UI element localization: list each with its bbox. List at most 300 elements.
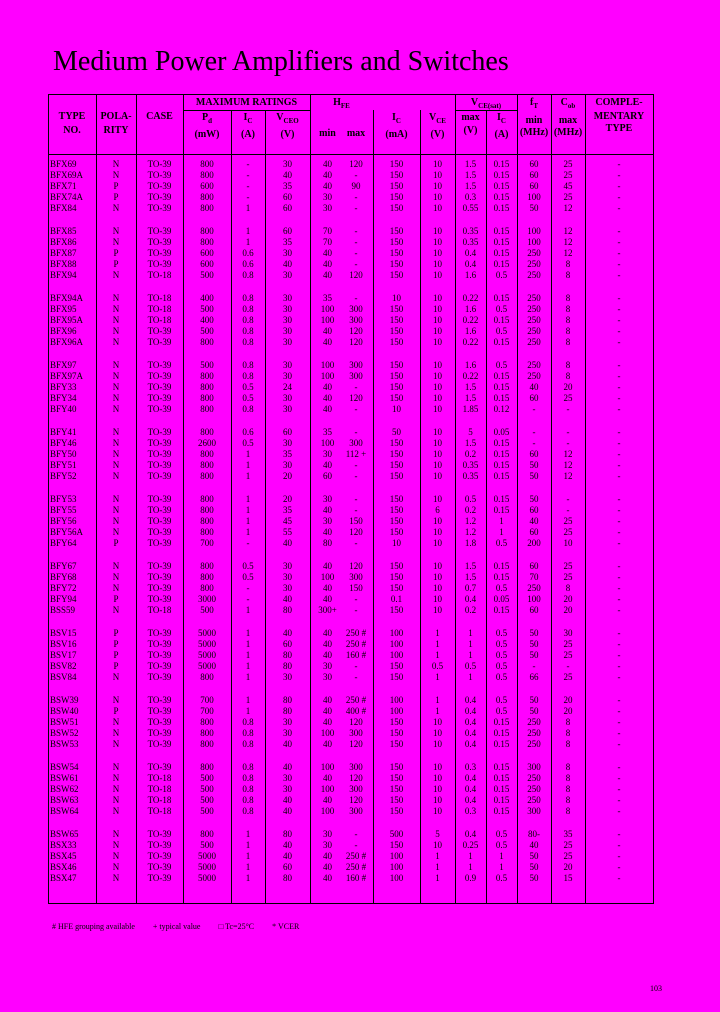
table-cell: 70	[529, 572, 539, 582]
table-cell: N	[112, 572, 120, 582]
type-number-cell: BFX97	[50, 360, 77, 370]
footnotes	[52, 922, 315, 931]
table-cell: TO-18	[147, 315, 172, 325]
table-cell: -	[617, 851, 621, 861]
table-cell: -	[617, 181, 621, 191]
table-cell: 150	[389, 773, 404, 783]
table-cell: 250	[527, 773, 541, 783]
type-number-cell: BSV84	[50, 672, 77, 682]
table-cell: TO-39	[147, 404, 172, 414]
table-cell: 50	[529, 873, 539, 883]
table-cell: 25	[563, 672, 573, 682]
table-cell: 40	[323, 773, 332, 783]
table-cell: TO-39	[147, 661, 172, 671]
table-cell: 10	[433, 404, 442, 414]
type-number-cell: BFY56A	[50, 527, 84, 537]
table-cell: 12	[563, 449, 573, 459]
table-cell: -	[246, 159, 250, 169]
table-row	[48, 237, 654, 248]
table-cell: 0.8	[242, 795, 254, 805]
table-cell: 0.15	[493, 259, 510, 269]
table-cell: 0.15	[493, 315, 510, 325]
table-cell: 1	[245, 695, 251, 705]
table-cell: 40	[323, 259, 332, 269]
header-vcesat-max: max (V)	[461, 112, 480, 136]
table-cell: 100	[389, 862, 404, 872]
table-cell: 800	[200, 237, 214, 247]
table-cell: -	[617, 806, 621, 816]
table-row	[48, 605, 654, 616]
table-cell: 40	[323, 505, 332, 515]
header-pd: $P_d$ (mW)	[194, 112, 220, 140]
table-cell: 80	[283, 650, 292, 660]
table-cell: -	[617, 661, 621, 671]
table-row	[48, 404, 654, 415]
table-cell: 150	[389, 326, 404, 336]
table-cell: 1	[468, 851, 473, 861]
table-cell: P	[113, 192, 119, 202]
table-cell: 5000	[198, 862, 216, 872]
table-cell: 0.5	[495, 304, 508, 314]
table-row	[48, 293, 654, 304]
table-cell: N	[112, 795, 120, 805]
table-row	[48, 393, 654, 404]
table-cell: 700	[200, 695, 214, 705]
table-cell: 0.15	[493, 371, 510, 381]
table-cell: 0.5	[431, 661, 444, 671]
table-cell: N	[112, 371, 120, 381]
table-cell: 30	[323, 494, 332, 504]
table-cell: 10	[433, 382, 442, 392]
table-row	[48, 170, 654, 181]
table-cell: N	[112, 717, 120, 727]
table-cell: -	[354, 538, 358, 548]
table-cell: 25	[563, 170, 573, 180]
table-cell: 800	[200, 471, 214, 481]
table-cell: N	[112, 862, 120, 872]
table-cell: 40	[323, 639, 332, 649]
table-cell: 25	[563, 650, 573, 660]
table-cell: 1	[245, 494, 251, 504]
table-cell: 1.6	[464, 304, 477, 314]
table-cell: 800	[200, 203, 214, 213]
table-cell: N	[112, 237, 120, 247]
table-row	[48, 784, 654, 795]
table-cell: 5000	[198, 650, 216, 660]
table-cell: 50	[529, 628, 539, 638]
table-cell: -	[354, 829, 358, 839]
table-cell: 0.15	[493, 181, 510, 191]
table-cell: 10	[433, 527, 442, 537]
table-cell: TO-39	[147, 460, 172, 470]
table-cell: 0.22	[462, 371, 479, 381]
header-vcesat-ic: $I_C$ (A)	[494, 112, 509, 140]
table-cell: 0.15	[493, 717, 510, 727]
table-cell: 0.3	[464, 192, 477, 202]
table-cell: 50	[529, 851, 539, 861]
table-cell: P	[113, 248, 119, 258]
table-cell: P	[113, 594, 119, 604]
table-cell: -	[566, 505, 570, 515]
ratings-rule	[183, 110, 310, 111]
table-row	[48, 471, 654, 482]
table-cell: -	[617, 393, 621, 403]
table-cell: 1	[245, 605, 251, 615]
table-cell: TO-39	[147, 583, 172, 593]
table-cell: 1.6	[464, 270, 477, 280]
table-cell: -	[354, 672, 358, 682]
table-cell: 10	[433, 806, 442, 816]
table-cell: 40	[283, 795, 292, 805]
table-cell: -	[566, 427, 570, 437]
table-cell: -	[617, 449, 621, 459]
type-number-cell: BSW40	[50, 706, 79, 716]
table-cell: 20	[563, 862, 573, 872]
table-cell: 25	[563, 159, 573, 169]
type-number-cell: BSW65	[50, 829, 79, 839]
table-cell: 250	[527, 360, 541, 370]
table-cell: -	[354, 237, 358, 247]
table-cell: 150	[389, 840, 404, 850]
table-cell: 0.5	[495, 840, 508, 850]
footnote: + typical value	[152, 922, 201, 931]
table-cell: 8	[565, 326, 571, 336]
table-cell: -	[354, 494, 358, 504]
table-cell: 0.5	[495, 639, 508, 649]
table-cell: 40	[323, 739, 332, 749]
table-cell: 10	[433, 717, 442, 727]
table-cell: 30	[283, 572, 292, 582]
table-cell: -	[617, 438, 621, 448]
table-cell: 150	[389, 192, 404, 202]
table-cell: 80	[283, 829, 292, 839]
table-row	[48, 728, 654, 739]
table-cell: 10	[433, 315, 442, 325]
table-cell: 0.4	[464, 728, 477, 738]
table-cell: 10	[433, 438, 442, 448]
table-row	[48, 181, 654, 192]
table-cell: 10	[433, 784, 442, 794]
table-cell: 300	[349, 315, 363, 325]
page-title: Medium Power Amplifiers and Switches	[53, 46, 509, 77]
table-cell: 66	[529, 672, 539, 682]
table-cell: 80	[283, 706, 292, 716]
table-cell: -	[617, 159, 621, 169]
table-cell: 1	[435, 862, 440, 872]
table-cell: 50	[529, 471, 539, 481]
table-cell: 150	[349, 583, 363, 593]
table-cell: 150	[389, 516, 404, 526]
table-row	[48, 639, 654, 650]
table-cell: 120	[349, 159, 363, 169]
table-cell: 1	[468, 628, 473, 638]
table-cell: 40	[323, 851, 332, 861]
table-cell: 0.4	[464, 784, 477, 794]
table-cell: 60	[529, 449, 539, 459]
table-cell: 8	[565, 784, 571, 794]
table-cell: 0.15	[493, 159, 510, 169]
table-cell: 60	[283, 226, 292, 236]
table-cell: TO-39	[147, 840, 172, 850]
table-cell: TO-39	[147, 672, 172, 682]
table-cell: -	[354, 594, 358, 604]
table-cell: TO-39	[147, 594, 172, 604]
table-cell: 30	[283, 717, 292, 727]
table-cell: 30	[563, 628, 573, 638]
table-cell: TO-39	[147, 695, 172, 705]
table-cell: 0.5	[495, 873, 508, 883]
table-cell: 1.5	[464, 382, 477, 392]
type-number-cell: BFY68	[50, 572, 77, 582]
table-cell: 50	[529, 203, 539, 213]
table-cell: 0.55	[462, 203, 479, 213]
table-cell: TO-39	[147, 851, 172, 861]
table-cell: 0.15	[493, 762, 510, 772]
table-cell: -	[617, 762, 621, 772]
table-cell: 150	[389, 572, 404, 582]
table-cell: TO-39	[147, 427, 172, 437]
table-cell: 0.15	[493, 203, 510, 213]
type-number-cell: BSW61	[50, 773, 79, 783]
table-cell: 40	[323, 326, 332, 336]
table-cell: 100	[527, 594, 541, 604]
table-cell: 1	[435, 706, 440, 716]
table-cell: 8	[565, 795, 571, 805]
table-cell: -	[617, 695, 621, 705]
table-cell: TO-18	[147, 270, 172, 280]
type-number-cell: BFX87	[50, 248, 77, 258]
table-cell: 30	[283, 583, 292, 593]
type-number-cell: BFX94	[50, 270, 77, 280]
table-cell: 1	[499, 516, 504, 526]
table-cell: 250	[527, 337, 541, 347]
table-row	[48, 672, 654, 683]
table-cell: 30	[283, 270, 292, 280]
type-number-cell: BFX74A	[50, 192, 84, 202]
table-cell: 35	[323, 293, 332, 303]
table-cell: 150	[349, 516, 363, 526]
table-cell: -	[354, 605, 358, 615]
table-cell: 0.5	[242, 438, 254, 448]
table-cell: 5000	[198, 851, 216, 861]
table-cell: -	[617, 360, 621, 370]
table-row	[48, 873, 654, 884]
table-cell: 800	[200, 505, 214, 515]
table-cell: 5000	[198, 661, 216, 671]
table-cell: N	[112, 561, 120, 571]
table-cell: 10	[433, 326, 442, 336]
table-cell: 150	[389, 661, 404, 671]
type-number-cell: BFY64	[50, 538, 77, 548]
table-border-top	[48, 94, 654, 95]
table-cell: N	[112, 516, 120, 526]
table-cell: -	[617, 248, 621, 258]
table-cell: 800	[200, 404, 214, 414]
table-cell: -	[532, 661, 536, 671]
table-cell: -	[617, 583, 621, 593]
table-cell: 60	[529, 527, 539, 537]
table-cell: 10	[433, 840, 442, 850]
footnote: # HFE grouping available	[52, 922, 135, 931]
table-cell: 800	[200, 728, 214, 738]
table-cell: N	[112, 672, 120, 682]
table-cell: 35	[323, 427, 332, 437]
table-cell: N	[112, 605, 120, 615]
footnote: * VCER	[272, 922, 300, 931]
table-cell: TO-39	[147, 192, 172, 202]
table-cell: 0.8	[242, 360, 254, 370]
table-row	[48, 326, 654, 337]
table-cell: 250	[527, 293, 541, 303]
table-cell: 0.15	[493, 248, 510, 258]
table-cell: 0.05	[493, 427, 510, 437]
table-cell: 40	[323, 795, 332, 805]
table-cell: 800	[200, 527, 214, 537]
table-cell: TO-18	[147, 773, 172, 783]
table-cell: 40	[323, 248, 332, 258]
table-cell: N	[112, 829, 120, 839]
type-number-cell: BSX47	[50, 873, 77, 883]
table-cell: 150	[389, 605, 404, 615]
table-cell: 10	[433, 739, 442, 749]
table-row	[48, 259, 654, 270]
table-cell: 300	[349, 360, 363, 370]
table-cell: 150	[389, 170, 404, 180]
table-cell: 100	[389, 628, 404, 638]
table-cell: 5000	[198, 873, 216, 883]
table-cell: 40	[323, 628, 332, 638]
table-cell: 0.05	[493, 594, 510, 604]
table-cell: 250 #	[345, 639, 367, 649]
table-cell: 0.2	[464, 605, 477, 615]
table-cell: 0.8	[242, 739, 254, 749]
table-row	[48, 248, 654, 259]
type-number-cell: BFX69A	[50, 170, 84, 180]
table-cell: 0.5	[495, 695, 508, 705]
table-row	[48, 527, 654, 538]
table-cell: 150	[389, 505, 404, 515]
table-cell: 40	[283, 259, 292, 269]
table-cell: 40	[323, 594, 332, 604]
table-cell: 0.5	[242, 561, 254, 571]
table-cell: N	[112, 270, 120, 280]
table-row	[48, 773, 654, 784]
table-cell: -	[617, 728, 621, 738]
table-cell: 1.5	[464, 393, 477, 403]
table-cell: 0.5	[495, 706, 508, 716]
table-cell: 12	[563, 226, 573, 236]
type-number-cell: BFX96A	[50, 337, 84, 347]
table-cell: 250	[527, 304, 541, 314]
table-cell: TO-18	[147, 293, 172, 303]
table-cell: -	[566, 494, 570, 504]
table-row	[48, 460, 654, 471]
table-cell: TO-39	[147, 561, 172, 571]
table-cell: 1	[468, 639, 473, 649]
table-cell: 80-	[528, 829, 540, 839]
table-cell: 40	[323, 404, 332, 414]
table-cell: 40	[283, 739, 292, 749]
table-row	[48, 226, 654, 237]
table-cell: 8	[565, 583, 571, 593]
type-number-cell: BFX95	[50, 304, 77, 314]
table-cell: 150	[389, 449, 404, 459]
table-cell: 10	[433, 427, 442, 437]
table-cell: 8	[565, 293, 571, 303]
table-cell: N	[112, 728, 120, 738]
table-cell: 120	[349, 326, 363, 336]
table-cell: 100	[527, 237, 541, 247]
table-cell: 10	[433, 583, 442, 593]
table-cell: 30	[283, 460, 292, 470]
table-cell: 10	[433, 237, 442, 247]
table-cell: 150	[389, 795, 404, 805]
table-cell: 0.3	[464, 762, 477, 772]
table-cell: TO-39	[147, 572, 172, 582]
table-cell: TO-39	[147, 371, 172, 381]
table-cell: 120	[349, 739, 363, 749]
table-cell: 80	[283, 695, 292, 705]
type-number-cell: BFY34	[50, 393, 77, 403]
type-number-cell: BFY41	[50, 427, 77, 437]
table-row	[48, 717, 654, 728]
table-cell: 40	[283, 628, 292, 638]
table-cell: 80	[283, 605, 292, 615]
table-cell: -	[617, 259, 621, 269]
table-cell: 60	[283, 192, 292, 202]
table-cell: -	[617, 829, 621, 839]
table-cell: 60	[529, 561, 539, 571]
table-cell: 250 #	[345, 851, 367, 861]
table-cell: 30	[323, 829, 332, 839]
table-cell: 0.8	[242, 784, 254, 794]
table-cell: 1	[468, 862, 473, 872]
table-cell: 0.6	[242, 248, 254, 258]
table-cell: 120	[349, 527, 363, 537]
table-cell: N	[112, 337, 120, 347]
table-cell: 100	[320, 784, 335, 794]
table-cell: P	[113, 661, 119, 671]
table-cell: 1	[468, 650, 473, 660]
table-cell: 70	[323, 226, 332, 236]
table-cell: 100	[320, 806, 335, 816]
table-cell: 1	[245, 471, 251, 481]
header-hfe-max: max	[346, 128, 366, 139]
table-cell: 1.5	[464, 561, 477, 571]
type-number-cell: BSW62	[50, 784, 79, 794]
table-cell: -	[354, 382, 358, 392]
table-cell: 0.4	[464, 739, 477, 749]
table-row	[48, 382, 654, 393]
table-cell: TO-39	[147, 337, 172, 347]
table-cell: P	[113, 706, 119, 716]
table-cell: 0.8	[242, 404, 254, 414]
table-cell: -	[617, 460, 621, 470]
table-cell: 500	[200, 360, 214, 370]
table-cell: 30	[283, 784, 292, 794]
table-cell: 1	[499, 862, 504, 872]
type-number-cell: BSX46	[50, 862, 77, 872]
table-cell: -	[617, 494, 621, 504]
table-cell: TO-18	[147, 806, 172, 816]
table-cell: 10	[433, 371, 442, 381]
header-polarity: POLA- RITY	[100, 111, 132, 136]
table-cell: 10	[433, 159, 442, 169]
table-cell: TO-39	[147, 762, 172, 772]
table-cell: 30	[283, 326, 292, 336]
table-cell: -	[617, 471, 621, 481]
table-cell: 1	[245, 505, 251, 515]
